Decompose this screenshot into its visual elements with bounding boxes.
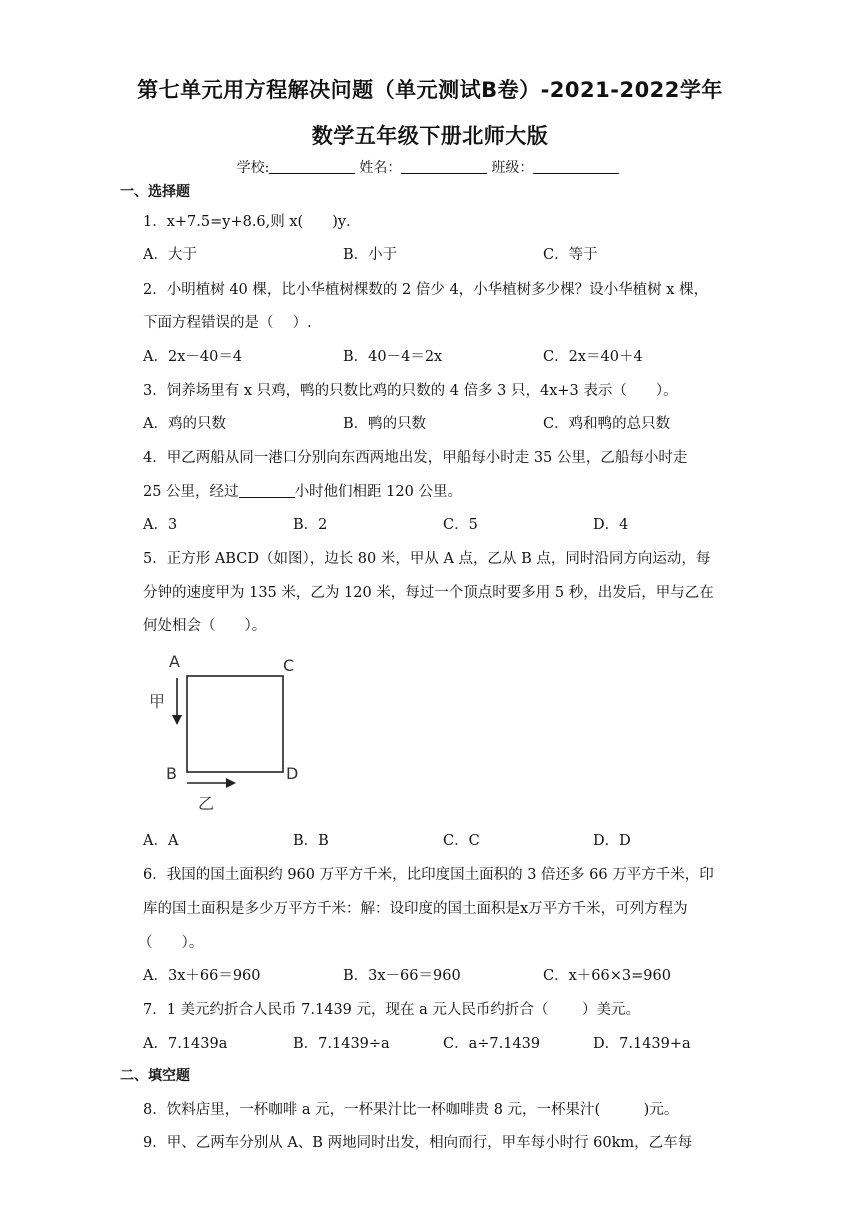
vertex-d-label: D [286,764,299,783]
q7-option-c: C．a÷7.1439 [443,1036,541,1052]
q1-option-a: A．大于 [143,247,197,263]
question-5-line2: 分钟的速度甲为 135 米，乙为 120 米，每过一个顶点时要多用 5 秒，出发后，甲与乙在 [143,585,714,601]
q4-option-a: A．3 [143,517,178,533]
question-3-stem: 3．饲养场里有 x 只鸡，鸭的只数比鸡的只数的 4 倍多 3 只，4x+3 表示（ ）。 [143,383,678,399]
q1-option-c: C．等于 [543,247,598,263]
q2-option-a: A．2x－40＝4 [143,349,243,365]
q4-line2-after: 小时他们相距 120 公里。 [294,484,462,500]
question-6-line2: 库的国土面积是多少万平方千米：解：设印度的国土面积是x万平方千米，可列方程为 [143,901,688,917]
question-4-line2 [143,480,462,501]
q5-option-d: D．D [593,833,631,849]
q2-option-b: B．40－4＝2x [343,349,443,365]
q4-option-b: B．2 [293,517,328,533]
right-arrow-icon [187,778,236,788]
question-9-stem: 9．甲、乙两车分别从 A、B 两地同时出发，相向而行，甲车每小时行 60km，乙车每 [143,1135,693,1151]
q4-line2-before: 25 公里，经过 [143,484,239,500]
q3-option-a: A．鸡的只数 [143,416,226,432]
vertex-a-label: A [169,652,180,671]
down-arrow-icon [172,678,182,725]
q1-option-b: B．小于 [343,247,398,263]
name-label: 姓名： [359,160,402,176]
question-7-stem: 7．1 美元约折合人民币 7.1439 元，现在 a 元人民币约折合（ ）美元。 [143,1002,640,1018]
q4-option-d: D．4 [593,517,629,533]
q5-option-c: C．C [443,833,480,849]
school-blank [269,159,355,174]
question-8-stem: 8．饮料店里，一杯咖啡 a 元，一杯果汁比一杯咖啡贵 8 元，一杯果汁( )元。 [143,1102,679,1118]
question-5-line1: 5．正方形 ABCD（如图），边长 80 米，甲从 A 点，乙从 B 点，同时沿同方向运动，每 [143,551,711,567]
class-label: 班级： [491,160,534,176]
q4-fill-blank [239,483,295,498]
q7-option-a: A．7.1439a [143,1036,228,1052]
q7-option-b: B．7.1439÷a [293,1036,390,1052]
page-title-line2: 数学五年级下册北师大版 [311,124,549,148]
square-abcd-figure [140,645,340,820]
q2-option-c: C．2x＝40＋4 [543,349,643,365]
q4-option-c: C．5 [443,517,478,533]
square-abcd [187,676,283,772]
class-blank [533,159,619,174]
question-6-line3: （ ）。 [138,935,204,951]
section-title-fill: 二、填空题 [120,1068,190,1084]
name-blank [401,159,487,174]
question-2-line2: 下面方程错误的是（ ）. [143,315,312,331]
section-title-choice: 一、选择题 [120,184,190,200]
yi-label: 乙 [198,794,215,813]
q6-option-a: A．3x＋66＝960 [143,968,261,984]
question-5-line3: 何处相会（ ）。 [143,618,267,634]
vertex-b-label: B [166,764,177,783]
q6-option-c: C．x＋66×3=960 [543,968,671,984]
vertex-c-label: C [283,656,295,675]
question-2-line1: 2．小明植树 40 棵，比小华植树棵数的 2 倍少 4，小华植树多少棵？设小华植树 x 棵， [143,282,709,298]
student-info-line [0,157,860,177]
page-title-line1: 第七单元用方程解决问题（单元测试B卷）-2021-2022学年 [137,78,723,102]
school-label: 学校: [236,160,270,176]
q3-option-b: B．鸭的只数 [343,416,427,432]
q5-option-b: B．B [293,833,329,849]
question-1-stem: 1．x+7.5=y+8.6,则 x( )y． [143,214,361,230]
q3-option-c: C．鸡和鸭的总只数 [543,416,671,432]
q6-option-b: B．3x－66＝960 [343,968,461,984]
q5-option-a: A．A [143,833,179,849]
jia-label: 甲 [149,692,166,711]
q7-option-d: D．7.1439+a [593,1036,691,1052]
question-6-line1: 6．我国的国土面积约 960 万平方千米，比印度国土面积的 3 倍还多 66 万平方千米，印 [143,867,714,883]
question-4-line1: 4．甲乙两船从同一港口分别向东西两地出发，甲船每小时走 35 公里，乙船每小时走 [143,450,688,466]
